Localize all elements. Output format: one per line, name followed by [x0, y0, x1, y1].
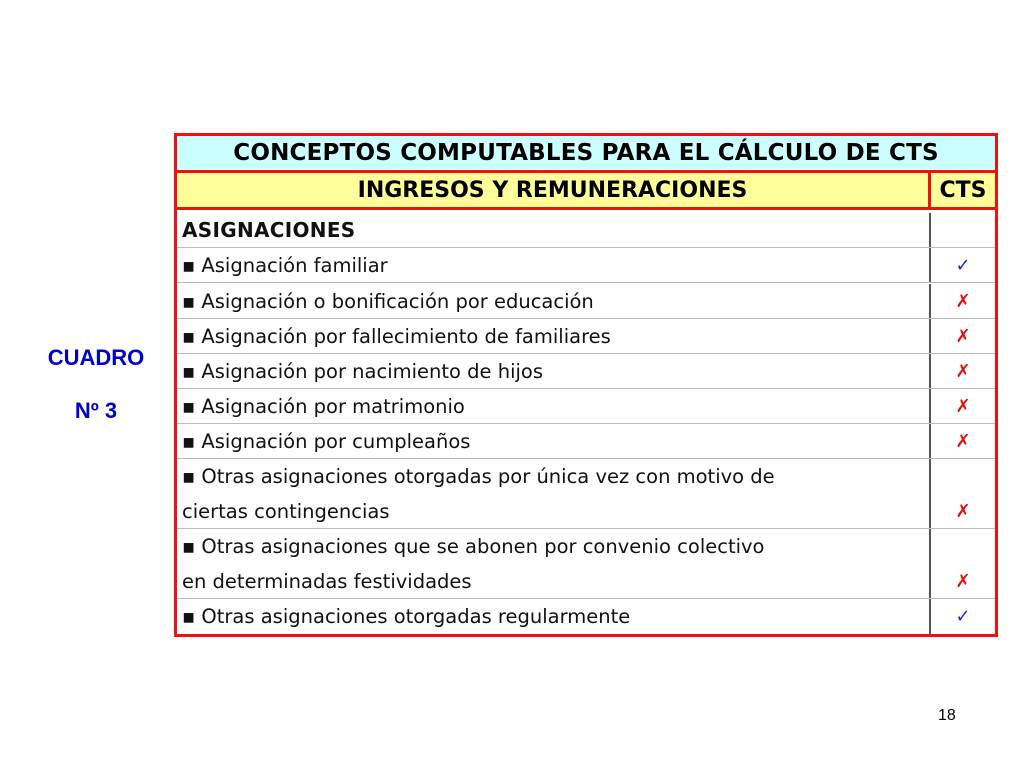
table-row [177, 564, 995, 599]
row-label: ▪ Asignación por matrimonio [177, 389, 931, 423]
row-label: ▪ Asignación por nacimiento de hijos [177, 354, 931, 388]
cts-mark-cell [931, 354, 995, 388]
cts-mark-cell [931, 389, 995, 423]
cts-mark-cell [931, 424, 995, 458]
row-label: en determinadas festividades [177, 564, 931, 598]
cross-icon: ✗ [955, 325, 971, 347]
cts-mark-cell [931, 529, 995, 564]
row-label: ▪ Asignación familiar [177, 248, 931, 282]
cross-icon: ✗ [955, 570, 971, 592]
table-row [177, 529, 995, 564]
cts-mark-cell [931, 248, 995, 282]
checkmark-icon: ✓ [955, 606, 971, 627]
cts-mark-cell [931, 284, 995, 318]
cross-icon: ✗ [955, 290, 971, 312]
table-row [177, 599, 995, 634]
cts-concepts-table [174, 133, 998, 637]
row-label: ▪ Asignación o bonificación por educación [177, 284, 931, 318]
row-label: ▪ Otras asignaciones otorgadas por única vez con motivo de [177, 459, 931, 494]
table-title: CONCEPTOS COMPUTABLES PARA EL CÁLCULO DE CTS [233, 140, 939, 166]
row-label: ▪ Asignación por fallecimiento de familiares [177, 319, 931, 353]
table-row [177, 248, 995, 283]
table-row [177, 319, 995, 354]
cts-mark-cell [931, 564, 995, 598]
table-row [177, 354, 995, 389]
table-title-row [177, 136, 995, 173]
checkmark-icon: ✓ [955, 254, 971, 276]
cuadro-number-label: Nº 3 [74, 398, 118, 423]
row-label: ▪ Otras asignaciones otorgadas regularmente [177, 599, 931, 634]
cts-mark-cell [931, 599, 995, 634]
cts-mark-cell [931, 459, 995, 494]
header-income-label: INGRESOS Y REMUNERACIONES [177, 173, 931, 207]
page-number: 18 [938, 707, 956, 724]
cross-icon: ✗ [955, 360, 971, 382]
cross-icon: ✗ [955, 395, 971, 417]
table-row [177, 284, 995, 319]
cts-mark-cell [931, 319, 995, 353]
cts-mark-cell [931, 494, 995, 528]
table-row [177, 459, 995, 494]
header-cts-column: CTS [939, 177, 987, 203]
cross-icon: ✗ [955, 500, 971, 522]
table-header-row [177, 173, 995, 210]
table-row [177, 494, 995, 529]
table-row [177, 424, 995, 459]
row-label: ▪ Otras asignaciones que se abonen por convenio colectivo [177, 529, 931, 564]
cuadro-label: CUADRO [47, 345, 145, 370]
row-label: ciertas contingencias [177, 494, 931, 528]
section-row [177, 213, 995, 248]
cross-icon: ✗ [955, 430, 971, 452]
table-row [177, 389, 995, 424]
section-mark-cell [931, 213, 995, 247]
row-label: ▪ Asignación por cumpleaños [177, 424, 931, 458]
section-label: ASIGNACIONES [177, 213, 931, 247]
